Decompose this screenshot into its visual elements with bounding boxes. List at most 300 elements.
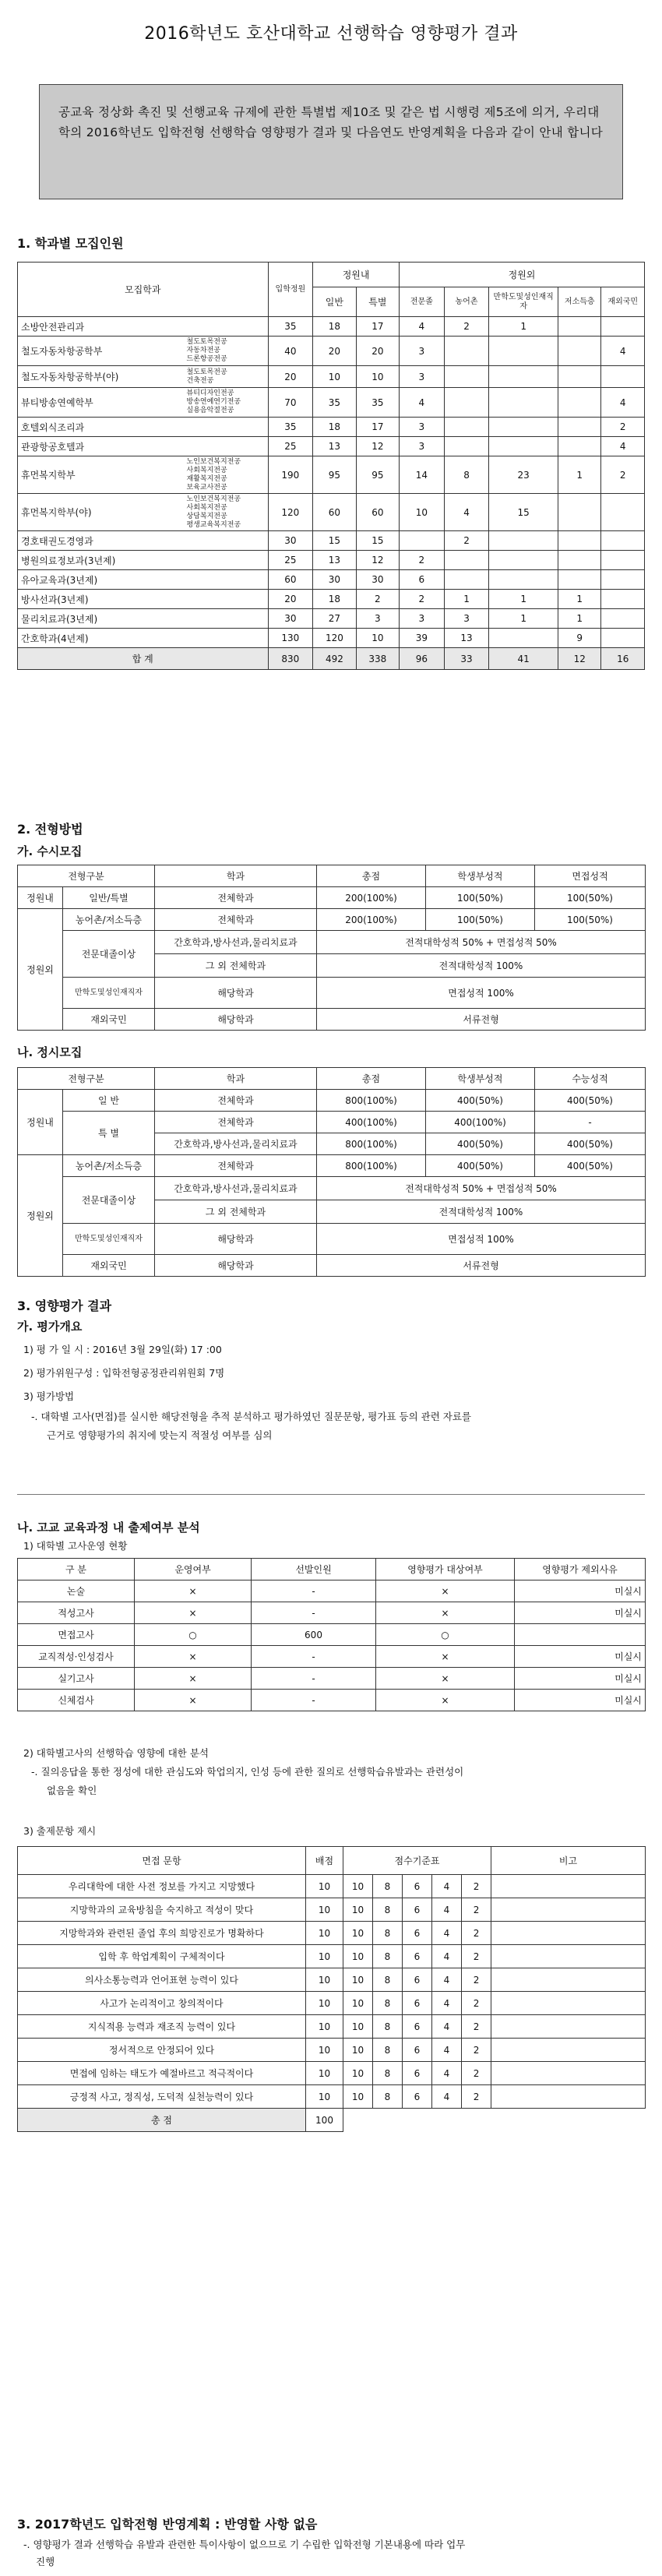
question-score: 4 [432, 2062, 462, 2085]
cell-lo [558, 531, 601, 551]
cell-lo [558, 551, 601, 570]
cell-g: 18 [313, 590, 356, 609]
susi-overseas-dept: 해당학과 [155, 1009, 317, 1031]
section-1-heading: 1. 학과별 모집인원 [17, 236, 124, 251]
cell-v: 3 [400, 418, 445, 437]
table-row [18, 1602, 646, 1624]
cell-r [444, 418, 489, 437]
js-rural-suneung: 400(50%) [535, 1155, 646, 1177]
js-adult-dept: 해당학과 [155, 1224, 317, 1255]
q-h-item: 면접 문항 [18, 1847, 306, 1875]
dept-majors [187, 495, 265, 530]
overview-line-5: 근거로 영향평가의 취지에 맞는지 적절성 여부를 심의 [47, 1429, 273, 1441]
cell-q: 35 [268, 317, 313, 337]
header-adult: 만학도및성인재직자 [489, 287, 558, 317]
js-special-dept: 전체학과 [155, 1112, 317, 1133]
question-score: 2 [462, 1922, 491, 1945]
q-h-note: 비고 [491, 1847, 646, 1875]
dept-name: 병원의료정보과(3년제) [18, 551, 269, 570]
cell-o: 4 [601, 437, 645, 456]
js-special-health-dept: 간호학과,방사선과,물리치료과 [155, 1133, 317, 1155]
cell-r: 2 [444, 317, 489, 337]
question-score: 4 [432, 1992, 462, 2015]
susi-heading: 가. 수시모집 [17, 844, 83, 858]
jeongsi-heading: 나. 정시모집 [17, 1045, 83, 1059]
cell-a: 1 [489, 317, 558, 337]
cell-g: 27 [313, 609, 356, 629]
table-row [18, 1922, 646, 1945]
question-text: 의사소통능력과 언어표현 능력이 있다 [18, 1968, 306, 1992]
total-quota: 830 [268, 648, 313, 670]
section-2-heading: 2. 전형방법 [17, 822, 83, 837]
question-score: 10 [343, 2015, 373, 2039]
dept-name: 철도자동차항공학부(야) [21, 372, 119, 382]
susi-general-dept: 전체학과 [155, 887, 317, 909]
cell-v: 3 [400, 337, 445, 366]
major-name: 자동차전공 [186, 347, 221, 354]
js-general-record: 400(50%) [426, 1090, 535, 1112]
dept-majors [187, 458, 265, 492]
dept-majors [187, 368, 265, 386]
exam-cell: × [135, 1646, 252, 1668]
dept-name: 철도자동차항공학부 [21, 346, 103, 357]
question-score: 4 [432, 1875, 462, 1898]
cell-s: 95 [356, 456, 399, 494]
exam-cell: × [135, 1690, 252, 1711]
susi-in-label: 정원내 [18, 887, 63, 909]
cell-r: 13 [444, 629, 489, 648]
cell-o [601, 494, 645, 531]
exam-header-row [18, 1559, 646, 1580]
exam-cell: 신체검사 [18, 1690, 135, 1711]
susi-vocational: 전문대졸이상 [63, 931, 155, 978]
susi-general-total: 200(100%) [317, 887, 426, 909]
cell-q: 40 [268, 337, 313, 366]
exam-header-cell: 운영여부 [135, 1559, 252, 1580]
js-general-dept: 전체학과 [155, 1090, 317, 1112]
q-total-value: 100 [306, 2109, 343, 2132]
major-name: 재활복지전공 [186, 474, 227, 483]
cell-o: 4 [601, 337, 645, 366]
dept-cell [18, 337, 269, 366]
exam-cell: - [252, 1602, 376, 1624]
cell-s: 60 [356, 494, 399, 531]
cell-a [489, 388, 558, 418]
question-score: 2 [462, 1898, 491, 1922]
header-special: 특별 [356, 287, 399, 317]
question-score: 8 [373, 1992, 403, 2015]
exam-cell: 실기고사 [18, 1668, 135, 1690]
major-name: 노인보건복지전공 [186, 457, 241, 466]
dept-name: 방사선과(3년제) [18, 590, 269, 609]
question-score: 6 [403, 1898, 432, 1922]
question-score: 8 [373, 2085, 403, 2109]
question-score: 10 [306, 1875, 343, 1898]
js-special-health-total: 800(100%) [317, 1133, 426, 1155]
exam-cell: 미실시 [515, 1580, 646, 1602]
cell-a: 15 [489, 494, 558, 531]
cell-a [489, 570, 558, 590]
table-row [18, 1580, 646, 1602]
cell-lo: 1 [558, 590, 601, 609]
overview-line-2: 2) 평가위원구성 : 입학전형공정관리위원회 7명 [23, 1367, 225, 1379]
total-lowincome: 12 [558, 648, 601, 670]
js-special-record: 400(100%) [426, 1112, 535, 1133]
exam-header-cell: 구 분 [18, 1559, 135, 1580]
dept-cell [18, 494, 269, 531]
susi-general-record: 100(50%) [426, 887, 535, 909]
susi-rural-total: 200(100%) [317, 909, 426, 931]
dept-name: 휴먼복지학부(야) [21, 507, 92, 518]
question-text: 입학 후 학업계획이 구체적이다 [18, 1945, 306, 1968]
q-h-scale: 점수기준표 [343, 1847, 491, 1875]
question-text: 지망학과의 교육방침을 숙지하고 적성이 맞다 [18, 1898, 306, 1922]
susi-voc-health-dept: 간호학과,방사선과,물리치료과 [155, 931, 317, 954]
table-row [18, 551, 645, 570]
exam-cell: × [376, 1668, 515, 1690]
question-rows [18, 1875, 646, 2109]
total-rural: 33 [444, 648, 489, 670]
exam-cell: 미실시 [515, 1668, 646, 1690]
cell-q: 25 [268, 551, 313, 570]
question-score: 2 [462, 2085, 491, 2109]
susi-h-record: 학생부성적 [426, 865, 535, 887]
exam-cell: × [376, 1690, 515, 1711]
question-score: 10 [306, 1945, 343, 1968]
exam-cell: 미실시 [515, 1690, 646, 1711]
table-row [18, 366, 645, 388]
table-row [18, 388, 645, 418]
exam-cell: × [376, 1580, 515, 1602]
question-score: 6 [403, 1875, 432, 1898]
cell-v: 6 [400, 570, 445, 590]
js-out-label: 정원외 [18, 1155, 63, 1277]
js-general-total: 800(100%) [317, 1090, 426, 1112]
question-score: 10 [343, 2039, 373, 2062]
js-h-record: 학생부성적 [426, 1068, 535, 1090]
cell-s: 15 [356, 531, 399, 551]
question-note [491, 2062, 646, 2085]
cell-a [489, 337, 558, 366]
cell-a [489, 629, 558, 648]
cell-s: 20 [356, 337, 399, 366]
exam-status-label: 1) 대학별 고사운영 현황 [23, 1540, 128, 1552]
question-text: 사고가 논리적이고 창의적이다 [18, 1992, 306, 2015]
dept-name: 간호학과(4년제) [18, 629, 269, 648]
q-total-label: 총 점 [18, 2109, 306, 2132]
total-adult: 41 [489, 648, 558, 670]
cell-r [444, 366, 489, 388]
table-row [18, 1624, 646, 1646]
overview-line-3: 3) 평가방법 [23, 1390, 75, 1402]
js-voc-other-dept: 그 외 전체학과 [155, 1200, 317, 1224]
table-row [18, 629, 645, 648]
question-note [491, 2015, 646, 2039]
major-name: 평생교육복지전공 [186, 520, 241, 529]
js-overseas: 재외국민 [63, 1255, 155, 1277]
exam-cell: - [252, 1668, 376, 1690]
table-row [18, 570, 645, 590]
cell-r [444, 337, 489, 366]
table-row [18, 1992, 646, 2015]
total-overseas: 16 [601, 648, 645, 670]
cell-v: 4 [400, 317, 445, 337]
js-h-suneung: 수능성적 [535, 1068, 646, 1090]
exam-cell: × [135, 1668, 252, 1690]
major-name: 건축전공 [186, 376, 214, 385]
question-score: 10 [306, 1992, 343, 2015]
table-row [18, 317, 645, 337]
question-score: 10 [343, 2062, 373, 2085]
section-3-heading: 3. 영향평가 결과 [17, 1299, 112, 1313]
dept-cell [18, 456, 269, 494]
dept-name: 뷰티방송연예학부 [21, 397, 93, 408]
susi-general: 일반/특별 [63, 887, 155, 909]
js-rural-dept: 전체학과 [155, 1155, 317, 1177]
susi-adult: 만학도및성인재직자 [63, 978, 155, 1009]
exam-cell: × [135, 1580, 252, 1602]
section-4-heading: 3. 2017학년도 입학전형 반영계획 : 반영할 사항 없음 [17, 2517, 318, 2532]
question-note [491, 1922, 646, 1945]
cell-r [444, 551, 489, 570]
question-note [491, 1992, 646, 2015]
cell-r [444, 388, 489, 418]
cell-o [601, 609, 645, 629]
question-score: 10 [343, 1992, 373, 2015]
question-score: 10 [343, 1898, 373, 1922]
question-score: 10 [306, 1922, 343, 1945]
cell-lo [558, 317, 601, 337]
question-score: 4 [432, 1968, 462, 1992]
js-voc-health-rule: 전적대학성적 50% + 면접성적 50% [317, 1177, 646, 1200]
cell-s: 30 [356, 570, 399, 590]
questions-total-row [18, 2109, 646, 2132]
section-divider [17, 1494, 645, 1495]
cell-v: 3 [400, 437, 445, 456]
question-score: 4 [432, 2039, 462, 2062]
susi-h-interview: 면접성적 [535, 865, 646, 887]
cell-g: 30 [313, 570, 356, 590]
susi-rural-record: 100(50%) [426, 909, 535, 931]
questions-table [17, 1846, 646, 2132]
cell-q: 120 [268, 494, 313, 531]
js-special-suneung: - [535, 1112, 646, 1133]
question-score: 10 [306, 2085, 343, 2109]
cell-v: 2 [400, 590, 445, 609]
cell-v: 14 [400, 456, 445, 494]
cell-o [601, 531, 645, 551]
dept-name: 물리치료과(3년제) [18, 609, 269, 629]
exam-cell: - [252, 1580, 376, 1602]
exam-status-table [17, 1558, 646, 1711]
question-score: 6 [403, 1992, 432, 2015]
cell-q: 20 [268, 366, 313, 388]
major-name: 보육교사전공 [186, 483, 227, 492]
cell-g: 60 [313, 494, 356, 531]
exam-cell: 교직적성·인성검사 [18, 1646, 135, 1668]
cell-a [489, 366, 558, 388]
cell-o: 2 [601, 456, 645, 494]
question-score: 10 [306, 2015, 343, 2039]
cell-s: 12 [356, 551, 399, 570]
cell-o [601, 570, 645, 590]
dept-name: 휴먼복지학부 [21, 470, 76, 481]
question-score: 4 [432, 2015, 462, 2039]
cell-r: 3 [444, 609, 489, 629]
susi-voc-other-dept: 그 외 전체학과 [155, 954, 317, 978]
question-score: 4 [432, 1922, 462, 1945]
susi-h-type: 전형구분 [18, 865, 155, 887]
question-score: 6 [403, 1968, 432, 1992]
dept-name: 소방안전관리과 [18, 317, 269, 337]
total-row [18, 648, 645, 670]
cell-g: 35 [313, 388, 356, 418]
exam-header-cell: 선발인원 [252, 1559, 376, 1580]
cell-a: 1 [489, 609, 558, 629]
susi-rural: 농어촌/저소득층 [63, 909, 155, 931]
question-score: 10 [343, 2085, 373, 2109]
cell-s: 12 [356, 437, 399, 456]
table-row [18, 494, 645, 531]
js-rural: 농어촌/저소득층 [63, 1155, 155, 1177]
cell-v: 39 [400, 629, 445, 648]
cell-g: 13 [313, 437, 356, 456]
table-row [18, 2085, 646, 2109]
susi-out-label: 정원외 [18, 909, 63, 1031]
cell-s: 3 [356, 609, 399, 629]
question-score: 2 [462, 2062, 491, 2085]
cell-q: 35 [268, 418, 313, 437]
q-h-points: 배점 [306, 1847, 343, 1875]
major-name: 사회복지전공 [186, 503, 227, 512]
cell-o: 2 [601, 418, 645, 437]
question-score: 8 [373, 1922, 403, 1945]
question-score: 8 [373, 2062, 403, 2085]
dept-wrap [21, 389, 265, 415]
js-general: 일 반 [63, 1090, 155, 1112]
cell-lo: 1 [558, 609, 601, 629]
susi-rural-interview: 100(50%) [535, 909, 646, 931]
js-general-suneung: 400(50%) [535, 1090, 646, 1112]
susi-voc-health-rule: 전적대학성적 50% + 면접성적 50% [317, 931, 646, 954]
cell-q: 70 [268, 388, 313, 418]
header-out: 정원외 [400, 263, 645, 287]
exam-cell: - [252, 1646, 376, 1668]
table-row [18, 2039, 646, 2062]
page-title: 2016학년도 호산대학교 선행학습 영향평가 결과 [144, 24, 518, 44]
cell-o [601, 366, 645, 388]
cell-a: 1 [489, 590, 558, 609]
total-special: 338 [356, 648, 399, 670]
cell-o [601, 551, 645, 570]
susi-adult-rule: 면접성적 100% [317, 978, 646, 1009]
exam-cell [515, 1624, 646, 1646]
total-vocational: 96 [400, 648, 445, 670]
question-note [491, 1875, 646, 1898]
js-overseas-dept: 해당학과 [155, 1255, 317, 1277]
cell-a: 23 [489, 456, 558, 494]
cell-r [444, 570, 489, 590]
question-score: 2 [462, 1992, 491, 2015]
cell-q: 190 [268, 456, 313, 494]
question-score: 2 [462, 1945, 491, 1968]
cell-v [400, 531, 445, 551]
js-special: 특 별 [63, 1112, 155, 1155]
js-special-health-record: 400(50%) [426, 1133, 535, 1155]
question-score: 10 [306, 2062, 343, 2085]
js-voc-other-rule: 전적대학성적 100% [317, 1200, 646, 1224]
cell-o [601, 317, 645, 337]
js-h-type: 전형구분 [18, 1068, 155, 1090]
cell-r: 1 [444, 590, 489, 609]
exam-cell: × [135, 1602, 252, 1624]
cell-lo [558, 494, 601, 531]
cell-s: 17 [356, 317, 399, 337]
cell-s: 35 [356, 388, 399, 418]
major-name: 상담복지전공 [186, 512, 227, 520]
dept-wrap [21, 368, 265, 386]
cell-g: 18 [313, 317, 356, 337]
exam-cell: × [376, 1602, 515, 1624]
question-note [491, 1898, 646, 1922]
major-name: 노인보건복지전공 [186, 495, 241, 503]
question-score: 10 [306, 2039, 343, 2062]
susi-overseas-rule: 서류전형 [317, 1009, 646, 1031]
cell-q: 30 [268, 531, 313, 551]
analysis-2-line-2: 없음을 확인 [47, 1785, 97, 1796]
cell-v: 2 [400, 551, 445, 570]
cell-lo [558, 366, 601, 388]
exam-cell: - [252, 1690, 376, 1711]
table-row [18, 531, 645, 551]
cell-a [489, 531, 558, 551]
cell-r [444, 437, 489, 456]
cell-v: 10 [400, 494, 445, 531]
enrollment-rows [18, 317, 645, 648]
question-score: 2 [462, 2015, 491, 2039]
exam-cell: 600 [252, 1624, 376, 1646]
dept-name: 호텔외식조리과 [18, 418, 269, 437]
susi-overseas: 재외국민 [63, 1009, 155, 1031]
question-score: 10 [343, 1875, 373, 1898]
table-row [18, 2062, 646, 2085]
susi-general-interview: 100(50%) [535, 887, 646, 909]
header-in: 정원내 [313, 263, 400, 287]
exam-cell: ○ [135, 1624, 252, 1646]
header-general: 일반 [313, 287, 356, 317]
question-text: 지식적용 능력과 재조직 능력이 있다 [18, 2015, 306, 2039]
question-text: 정서적으로 안정되어 있다 [18, 2039, 306, 2062]
cell-lo: 9 [558, 629, 601, 648]
analysis-heading: 나. 고교 교육과정 내 출제여부 분석 [17, 1521, 200, 1535]
cell-q: 25 [268, 437, 313, 456]
dept-cell [18, 388, 269, 418]
susi-table [17, 865, 646, 1031]
cell-g: 10 [313, 366, 356, 388]
q-total-blank [343, 2109, 646, 2132]
table-row [18, 1945, 646, 1968]
question-note [491, 1968, 646, 1992]
cell-g: 13 [313, 551, 356, 570]
cell-lo [558, 388, 601, 418]
exam-cell: 논술 [18, 1580, 135, 1602]
cell-v: 3 [400, 366, 445, 388]
js-overseas-rule: 서류전형 [317, 1255, 646, 1277]
question-score: 8 [373, 1875, 403, 1898]
plan-line-1: -. 영향평가 결과 선행학습 유발과 관련한 특이사항이 없으므로 기 수립한 입학전형 기본내용에 따라 업무 [23, 2539, 466, 2550]
question-score: 6 [403, 2062, 432, 2085]
question-score: 6 [403, 2085, 432, 2109]
